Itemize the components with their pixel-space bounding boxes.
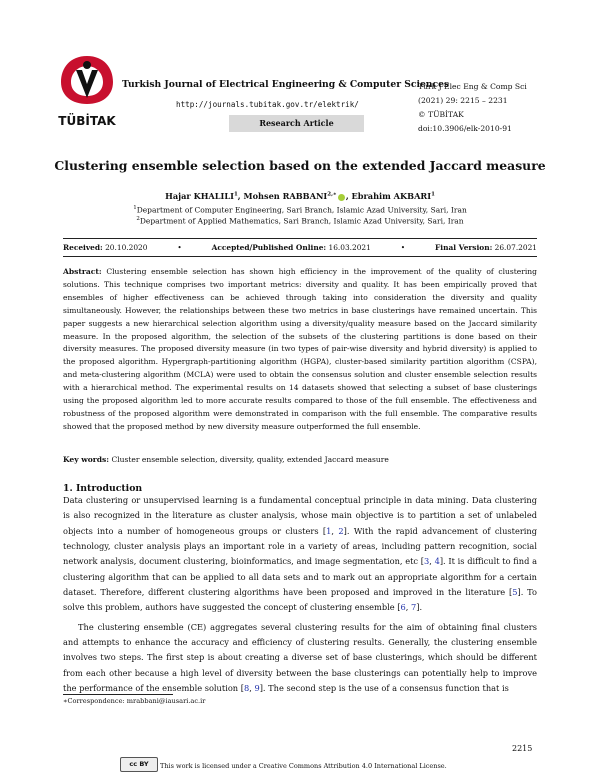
citation-link[interactable]: 7 bbox=[411, 602, 417, 613]
citation-link[interactable]: 9 bbox=[254, 683, 260, 694]
author-sup: 2,∗ bbox=[327, 191, 337, 198]
date-separator: • bbox=[177, 243, 182, 252]
affiliation-1 bbox=[0, 205, 600, 215]
author-name: Ebrahim AKBARI bbox=[351, 191, 432, 201]
author-sup: 1 bbox=[431, 191, 435, 198]
paragraph: The clustering ensemble (CE) aggregates several clustering results for the aim of obtaining final clusters and attempts to enhance the accuracy and efficiency of clustering results. Generally, the clustering ensemble involves two steps. The first step is about creating a diverse set of base clusterings, which should be different from each other because a high level of diversity between the base clusterings can potentially help to improve the performance of the ensemble solution [8, 9]. The second step is the use of a consensus function that is bbox=[63, 621, 537, 694]
citation-link[interactable]: 3 bbox=[423, 556, 430, 567]
affil-sup: 1 bbox=[133, 205, 137, 211]
citation-link[interactable]: 2 bbox=[338, 525, 344, 536]
keywords-text: Cluster ensemble selection, diversity, quality, extended Jaccard measure bbox=[111, 455, 389, 464]
license-text: This work is licensed under a Creative Commons Attribution 4.0 International License. bbox=[160, 762, 447, 770]
author-sup: 1 bbox=[233, 191, 238, 198]
dates-bar bbox=[63, 243, 537, 252]
paragraph: Data clustering or unsupervised learning is a fundamental conceptual principle in data mining. Data clustering is also recognized in the literature as cluster analysis, whose main objective is to partition a set of unlabeled objects into a number of homogeneous groups or clusters [1, 2]. With the rapid advancement of clustering technology, cluster analysis plays an important role in a variety of areas, including pattern recognition, social network analysis, document clustering, bioinformatics, and image segmentation, etc [3, 4]. It is difficult to find a clustering algorithm that can be applied to all data sets and to mark out an appropriate algorithm for a certain dataset. Therefore, different clustering algorithms have been proposed and improved in the literature [5]. To solve this problem, authors have suggested the concept of clustering ensemble [6, 7]. bbox=[63, 495, 538, 613]
citation-block bbox=[418, 80, 527, 136]
affil-text: Department of Computer Engineering, Sari Branch, Islamic Azad University, Sari, Iran bbox=[136, 205, 467, 215]
dates-bottom-rule bbox=[63, 256, 537, 257]
citation-link[interactable]: 5 bbox=[512, 587, 518, 598]
citation-link[interactable]: 1 bbox=[326, 525, 332, 536]
citation-copyright: © TÜBİTAK bbox=[418, 110, 464, 119]
intro-body bbox=[63, 493, 537, 696]
dates-top-rule bbox=[63, 238, 537, 239]
citation-doi-link[interactable]: doi:10.3906/elk-2010-91 bbox=[418, 124, 512, 133]
keywords-label: Key words: bbox=[63, 455, 110, 464]
journal-url-link[interactable]: http://journals.tubitak.gov.tr/elektrik/ bbox=[176, 100, 359, 109]
author-name: Hajar KHALILI bbox=[165, 191, 234, 201]
author-name: Mohsen RABBANI bbox=[243, 191, 328, 201]
affil-sup: 2 bbox=[136, 216, 140, 222]
page-number: 2215 bbox=[512, 744, 533, 753]
section-heading: 1. Introduction bbox=[63, 483, 143, 494]
journal-name: Turkish Journal of Electrical Engineering & Computer Sciences bbox=[122, 79, 450, 90]
date-separator: • bbox=[400, 243, 406, 252]
orcid-icon[interactable] bbox=[338, 194, 345, 201]
accepted-date: Accepted/Published Online: 16.03.2021 bbox=[211, 243, 371, 252]
abstract-text: Clustering ensemble selection has shown high efficiency in the improvement of the quality of clustering solutions. This technique comprises two important metrics: diversity and quality. It has been empirically proved that ensembles of higher effectiveness can be achieved through taking into consideration the diversity and quality simultaneously. However, the relationships between these two metrics in base clusterings have remained uncertain. This paper suggests a new hierarchical selection algorithm using a diversity/quality measure based on the Jaccard similarity measure. In the proposed algorithm, the selection of the subsets of the clustering partitions is done based on their diversity measures. The proposed diversity measure (in two types of pair-wise diversity and hybrid diversity) is applied to the proposed algorithm. Hypergraph-partitioning algorithm (HGPA), cluster-based similarity partition algorithm (CSPA), and meta-clustering algorithm (MCLA) were used to obtain the consensus solution and cluster ensemble selection results with a hierarchical method. The experimental results on 14 datasets showed that selecting a subset of base clusterings using the proposed algorithm led to more accurate results compared to those of the full ensemble. The effectiveness and robustness of the proposed algorithm were demonstrated in comparison with the full ensemble. The comparative results showed that the proposed method by new diversity measure outperformed the full ensemble. bbox=[63, 267, 537, 431]
affil-text: Department of Applied Mathematics, Sari Branch, Islamic Azad University, Sari, Iran bbox=[139, 216, 464, 226]
correspondence-footnote: ∗Correspondence: mrabbani@iausari.ac.ir bbox=[63, 697, 206, 705]
citation-link[interactable]: 8 bbox=[243, 683, 250, 694]
tubitak-logo-mark bbox=[58, 54, 116, 130]
article-type-badge: Research Article bbox=[229, 115, 364, 132]
author-list: Hajar KHALILI$^1$, Mohsen $RABBANI^{2,∗}$ , Ebrahim AKBARI$^1$ bbox=[165, 191, 435, 201]
abstract bbox=[63, 266, 537, 434]
tubitak-logo bbox=[58, 54, 116, 130]
abstract-label: Abstract: bbox=[63, 267, 102, 276]
received-date: Received: 20.10.2020 bbox=[63, 243, 148, 252]
affiliation-2 bbox=[0, 216, 600, 226]
final-date: Final Version: 26.07.2021 bbox=[435, 243, 537, 252]
citation-journal: Turk J Elec Eng & Comp Sci bbox=[418, 82, 527, 91]
keywords bbox=[63, 455, 389, 464]
citation-link[interactable]: 6 bbox=[400, 602, 406, 613]
logo-wordmark: TÜBİTAK bbox=[58, 114, 116, 128]
citation-volume: (2021) 29: 2215 – 2231 bbox=[418, 96, 508, 105]
citation-link[interactable]: 4 bbox=[434, 556, 440, 567]
paper-title: Clustering ensemble selection based on the extended Jaccard measure bbox=[54, 158, 546, 173]
cc-license-badge[interactable]: cc BY bbox=[120, 757, 158, 772]
footnote-rule bbox=[63, 694, 173, 695]
